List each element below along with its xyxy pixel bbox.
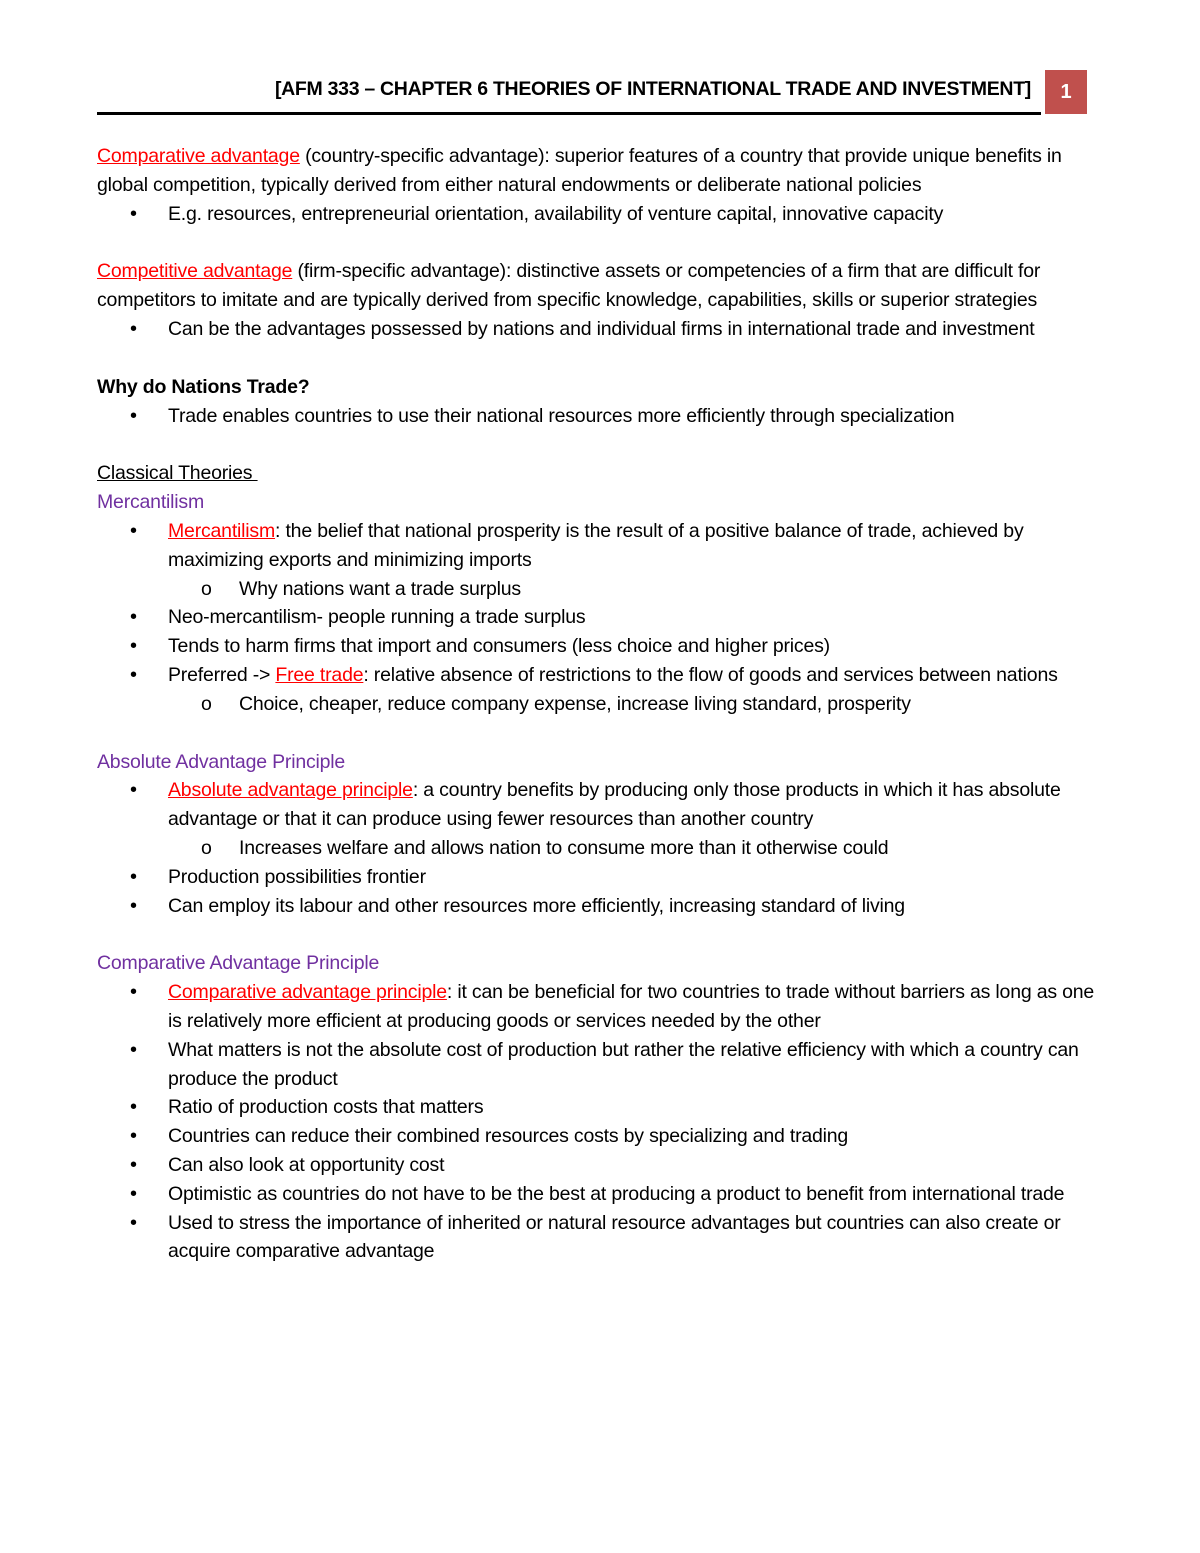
competitive-advantage-definition — [97, 257, 1097, 315]
sub-list-item: o Choice, cheaper, reduce company expense, increase living standard, prosperity — [97, 690, 1097, 719]
definition-text: : the belief that national prosperity is the result of a positive balance of trade, achieved by maximizing exports and minimizing imports — [168, 519, 1024, 571]
term-absolute-advantage-principle: Absolute advantage principle — [168, 779, 413, 802]
header-title: [AFM 333 – CHAPTER 6 THEORIES OF INTERNATIONAL TRADE AND INVESTMENT] — [274, 78, 1031, 100]
term-comparative-advantage-principle: Comparative advantage principle — [168, 981, 447, 1004]
document-body — [97, 142, 1097, 1266]
list-item: • Trade enables countries to use their national resources more efficiently through specialization — [97, 402, 1097, 431]
definition-text: : a country benefits by producing only those products in which it has absolute advantage or that it can produce using fewer resources than another country — [168, 779, 1061, 831]
list-item: • Neo-mercantilism- people running a trade surplus — [97, 603, 1097, 632]
term-competitive-advantage: Competitive advantage — [97, 260, 293, 283]
page-number-badge: 1 — [1045, 70, 1087, 114]
list-item — [97, 776, 1097, 834]
list-item: • Production possibilities frontier — [97, 863, 1097, 892]
section-heading-why-trade: Why do Nations Trade? — [97, 375, 310, 398]
term-mercantilism: Mercantilism — [168, 519, 276, 542]
definition-text: : it can be beneficial for two countries to trade without barriers as long as one is relatively more efficient at producing goods or services needed by the other — [168, 981, 1095, 1032]
list-item: • Can also look at opportunity cost — [97, 1151, 1097, 1180]
comparative-advantage-definition — [97, 142, 1097, 200]
list-item: • What matters is not the absolute cost of production but rather the relative efficiency with which a country can produce the product — [97, 1036, 1097, 1094]
list-item: • Can employ its labour and other resources more efficiently, increasing standard of living — [97, 892, 1097, 921]
subheading-mercantilism: Mercantilism — [97, 491, 205, 514]
list-item: • Tends to harm firms that import and consumers (less choice and higher prices) — [97, 632, 1097, 661]
page-header — [97, 70, 1087, 114]
list-item: • Ratio of production costs that matters — [97, 1093, 1097, 1122]
subheading-absolute-advantage: Absolute Advantage Principle — [97, 750, 346, 773]
header-rule — [97, 112, 1041, 115]
list-item — [97, 978, 1097, 1036]
definition-text: (country-specific advantage): superior features of a country that provide unique benefits in global competition, typically derived from either natural endowments or deliberate national policies — [97, 145, 1062, 196]
prefix-text: Preferred -> — [168, 663, 276, 686]
list-item: • Optimistic as countries do not have to be the best at producing a product to benefit from international trade — [97, 1180, 1097, 1209]
sub-list-item: o Why nations want a trade surplus — [97, 575, 1097, 604]
term-comparative-advantage: Comparative advantage — [97, 145, 300, 167]
list-item: • E.g. resources, entrepreneurial orientation, availability of venture capital, innovative capacity — [97, 200, 1097, 229]
section-heading-classical-theories: Classical Theories — [97, 462, 258, 485]
term-free-trade: Free trade — [275, 663, 364, 686]
list-item — [97, 517, 1097, 575]
subheading-comparative-advantage-principle: Comparative Advantage Principle — [97, 952, 380, 975]
definition-text: : relative absence of restrictions to the flow of goods and services between nations — [363, 663, 1058, 686]
list-item: • Used to stress the importance of inherited or natural resource advantages but countries can also create or acquire comparative advantage — [97, 1209, 1097, 1267]
list-item: • Can be the advantages possessed by nations and individual firms in international trade and investment — [97, 315, 1097, 344]
list-item — [97, 661, 1097, 690]
sub-list-item: o Increases welfare and allows nation to consume more than it otherwise could — [97, 834, 1097, 863]
list-item: • Countries can reduce their combined resources costs by specializing and trading — [97, 1122, 1097, 1151]
definition-text: (firm-specific advantage): distinctive assets or competencies of a firm that are difficult for competitors to imitate and are typically derived from specific knowledge, capabilities, skills or superior strategies — [97, 260, 1041, 312]
